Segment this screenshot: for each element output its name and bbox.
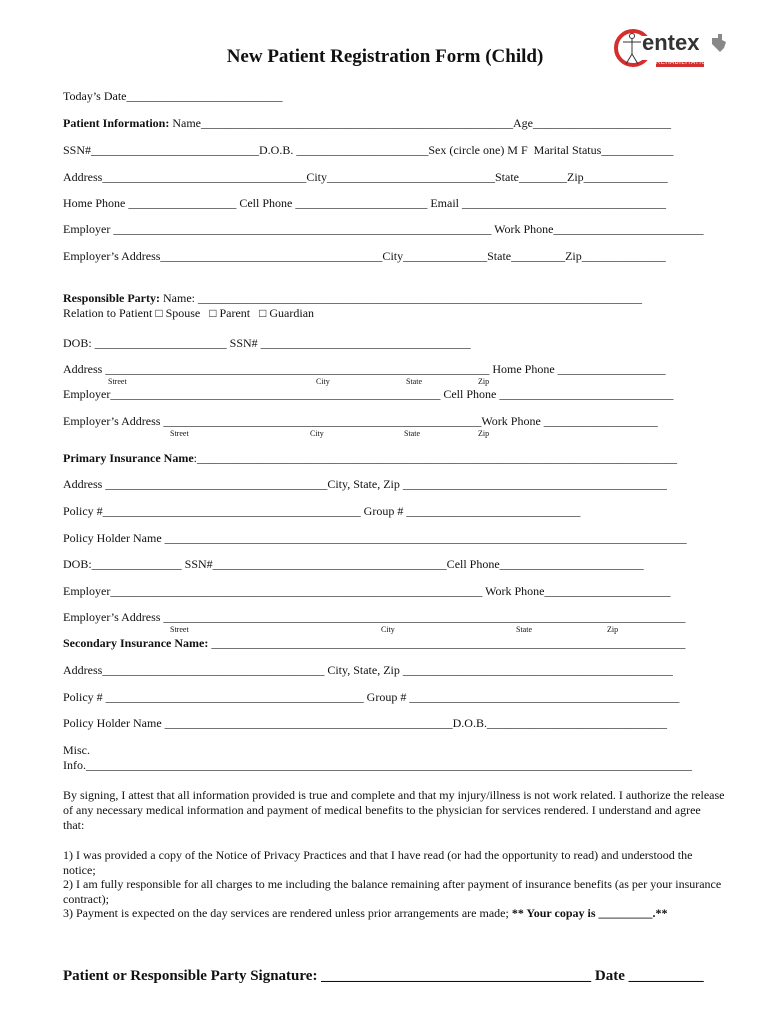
- sub-city: City: [310, 429, 324, 438]
- secondary-address-row[interactable]: Address_____________________________________ City, State, Zip _____________________________________________: [63, 663, 673, 677]
- responsible-party-name-field[interactable]: Name: __________________________________________________________________________: [160, 291, 642, 305]
- primary-dob-row[interactable]: DOB:_______________ SSN#_______________________________________Cell Phone________________________: [63, 557, 644, 571]
- patient-ssn-row[interactable]: SSN#____________________________D.O.B. ______________________Sex (circle one) M F Marital Status____________: [63, 143, 674, 157]
- patient-employer-address-row[interactable]: Employer’s Address_____________________________________City______________State_________Zip______________: [63, 249, 666, 263]
- attestation-paragraph: By signing, I attest that all information provided is true and complete and that my injury/illness is not work related. I authorize the release of any necessary medical information and payment of medical benefits to the physician for services rendered. I understand and agree that:: [63, 788, 725, 832]
- todays-date-field[interactable]: Today’s Date__________________________: [63, 89, 283, 103]
- secondary-insurance-heading: Secondary Insurance Name:: [63, 636, 209, 650]
- secondary-insurance-row[interactable]: [63, 636, 685, 650]
- primary-insurance-row[interactable]: [63, 451, 677, 465]
- sub-street: Street: [108, 377, 127, 386]
- patient-employer-row[interactable]: Employer _______________________________________________________________ Work Phone_________________________: [63, 222, 704, 236]
- sub-state: State: [516, 625, 532, 634]
- primary-holder-row[interactable]: Policy Holder Name _______________________________________________________________________________________: [63, 531, 687, 545]
- responsible-address-row[interactable]: Address ________________________________________________________________ Home Phone __________________: [63, 362, 666, 376]
- responsible-employer-address-row[interactable]: Employer’s Address _____________________________________________________Work Phone ___________________: [63, 414, 658, 428]
- centex-logo: [612, 26, 732, 72]
- primary-insurance-heading: Primary Insurance Name: [63, 451, 194, 465]
- logo-sub: REHABILITATION: [656, 60, 712, 66]
- primary-insurance-name-field[interactable]: :________________________________________________________________________________: [193, 451, 677, 465]
- patient-phone-row[interactable]: Home Phone __________________ Cell Phone ______________________ Email __________________________________: [63, 196, 666, 210]
- signature-row[interactable]: Patient or Responsible Party Signature: ____________________________________ Date __________: [63, 968, 704, 984]
- copay-field[interactable]: ** Your copay is _________.**: [511, 906, 668, 920]
- sub-zip: Zip: [607, 625, 619, 634]
- patient-name-row[interactable]: [63, 116, 671, 130]
- logo-text: entex: [642, 30, 700, 55]
- primary-employer-address-row[interactable]: Employer’s Address _______________________________________________________________________________________: [63, 610, 686, 624]
- agreement-item-2: 2) I am fully responsible for all charges to me including the balance remaining after payment of insurance benefits (as per your insurance contract);: [63, 877, 722, 906]
- sub-zip: Zip: [478, 377, 490, 386]
- responsible-party-heading: Responsible Party:: [63, 291, 160, 305]
- patient-address-row[interactable]: Address__________________________________City____________________________State________Zip______________: [63, 170, 668, 184]
- sub-street: Street: [170, 429, 189, 438]
- sub-state: State: [404, 429, 420, 438]
- responsible-employer-row[interactable]: Employer_______________________________________________________ Cell Phone _____________________________: [63, 387, 674, 401]
- patient-info-heading: Patient Information:: [63, 116, 170, 130]
- sub-city: City: [316, 377, 330, 386]
- primary-employer-row[interactable]: Employer______________________________________________________________ Work Phone_____________________: [63, 584, 671, 598]
- misc-label: Misc.: [63, 743, 90, 757]
- misc-info-row[interactable]: Info._____________________________________________________________________________________________________: [63, 758, 692, 772]
- responsible-dob-ssn-row[interactable]: DOB: ______________________ SSN# ___________________________________: [63, 336, 471, 350]
- responsible-party-row[interactable]: [63, 291, 642, 305]
- agreement-item-1: 1) I was provided a copy of the Notice of Privacy Practices and that I have read (or had the opportunity to read) and understood the notice;: [63, 848, 693, 877]
- page-title: New Patient Registration Form (Child): [226, 46, 544, 67]
- secondary-insurance-name-field[interactable]: _______________________________________________________________________________: [208, 636, 686, 650]
- secondary-holder-row[interactable]: Policy Holder Name ________________________________________________D.O.B.______________________________: [63, 716, 667, 730]
- primary-policy-row[interactable]: Policy #___________________________________________ Group # _____________________________: [63, 504, 581, 518]
- patient-name-field[interactable]: Name____________________________________________________Age_______________________: [169, 116, 671, 130]
- sub-street: Street: [170, 625, 189, 634]
- agreement-item-3: [63, 906, 725, 921]
- agreement-item-3-text: 3) Payment is expected on the day services are rendered unless prior arrangements are made;: [63, 906, 512, 920]
- sub-city: City: [381, 625, 395, 634]
- sub-zip: Zip: [478, 429, 490, 438]
- relation-to-patient-row[interactable]: Relation to Patient □ Spouse □ Parent □ Guardian: [63, 306, 315, 320]
- sub-state: State: [406, 377, 422, 386]
- secondary-policy-row[interactable]: Policy # ___________________________________________ Group # _____________________________________________: [63, 690, 680, 704]
- primary-address-row[interactable]: Address _____________________________________City, State, Zip ____________________________________________: [63, 477, 667, 491]
